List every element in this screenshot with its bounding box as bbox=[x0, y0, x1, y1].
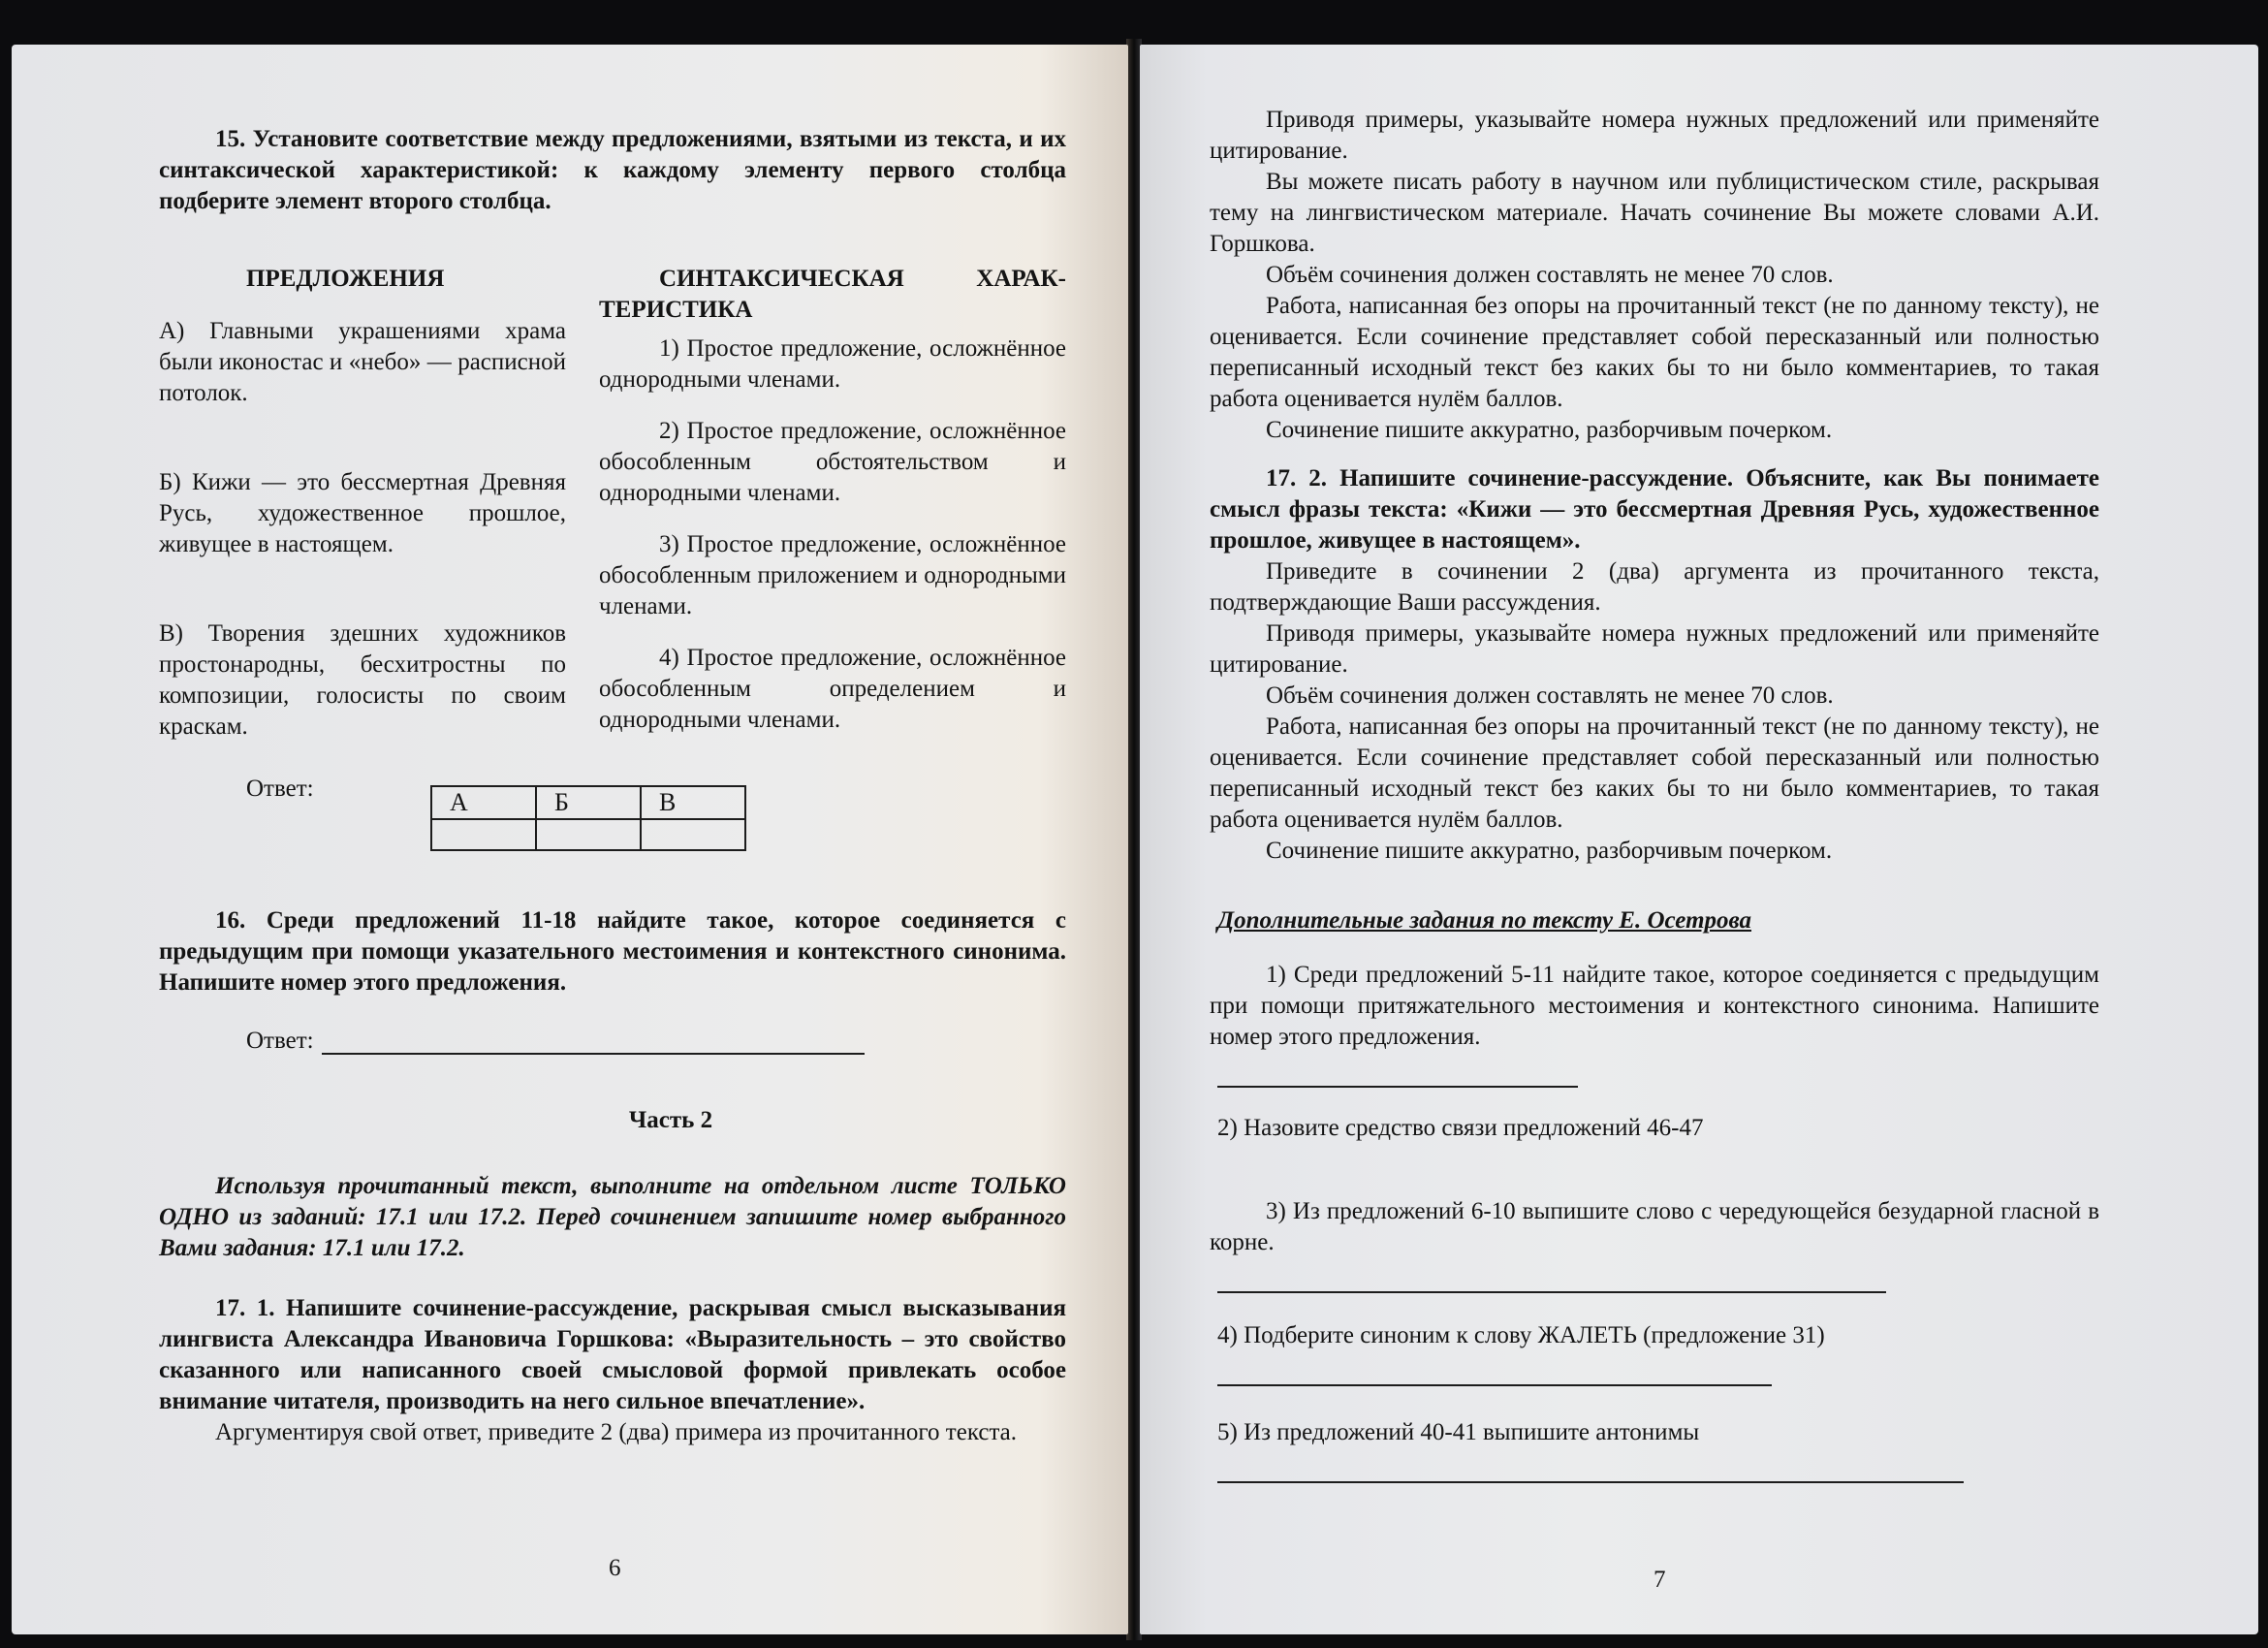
q17-2-para-4: Работа, написанная без опоры на прочитанный текст (не по данному тексту), не оценивается. Если сочинение представляет собой пересказанный или полностью переписанный исходный текст без каких бы то ни было комментариев, то такая работа оценивается нулём баллов. bbox=[1210, 713, 2099, 833]
answer-col-a: А bbox=[431, 786, 536, 819]
sentences-header: ПРЕДЛОЖЕНИЯ bbox=[246, 266, 445, 292]
rp-para-1: Приводя примеры, указывайте номера нужных предложений или применяйте цитирование. bbox=[1210, 107, 2099, 164]
q17-1-title: 17. 1. Напишите сочинение-рассуждение, раскрывая смысл высказывания лингвиста Александра Ивановича Горшкова: «Выразительность – это свойство сказанного или написанного своей смысловой формой привлекать особое внимание читателя, производить на него сильное впечатление». bbox=[159, 1295, 1066, 1414]
sentence-a: А) Главными украшениями храма были иконостас и «небо» — расписной потолок. bbox=[159, 318, 566, 406]
sentences-column bbox=[159, 264, 566, 743]
extra-task-1: 1) Среди предложений 5-11 найдите такое, которое соединяется с предыдущим при помощи притяжательного местоимения и контекстного синонима. Напишите номер этого предложения. bbox=[1210, 962, 2099, 1050]
answer-cell-a[interactable] bbox=[431, 819, 536, 850]
characteristic-3: 3) Простое предложение, осложнённое обособленным приложением и однородными членами. bbox=[599, 531, 1066, 619]
page-number-left: 6 bbox=[609, 1555, 621, 1581]
answer-cell-c[interactable] bbox=[641, 819, 745, 850]
q15-answer bbox=[159, 768, 1066, 851]
q17-2-title: 17. 2. Напишите сочинение-рассуждение. Объясните, как Вы понимаете смысл фразы текста: «Кижи — это бессмертная Древняя Русь, художественное прошлое, живущее в настоящем». bbox=[1210, 465, 2099, 554]
q16-title: 16. Среди предложений 11-18 найдите такое, которое соединяется с предыдущим при помощи указательного местоимения и контекстного синонима. Напишите номер этого предложения. bbox=[159, 907, 1066, 996]
extra-tasks-heading bbox=[1210, 905, 2099, 936]
q15-title: 15. Установите соответствие между предложениями, взятыми из текста, и их синтаксической характеристикой: к каждому элементу первого столбца подберите элемент второго столбца. bbox=[159, 126, 1066, 214]
characteristic-1: 1) Простое предложение, осложнённое однородными членами. bbox=[599, 335, 1066, 393]
extra-task-5: 5) Из предложений 40-41 выпишите антонимы bbox=[1217, 1419, 1700, 1445]
characteristic-2: 2) Простое предложение, осложнённое обособленным обстоятельством и однородными членами. bbox=[599, 418, 1066, 506]
q16-answer bbox=[159, 1026, 1066, 1057]
extra-task-1-answer-line[interactable] bbox=[1217, 1061, 1578, 1088]
page-number-right: 7 bbox=[1654, 1567, 1666, 1593]
sentence-c: В) Творения здешних художников простонародны, бесхитростны по композиции, голосисты по своим краскам. bbox=[159, 620, 566, 740]
answer-cell-b[interactable] bbox=[536, 819, 641, 850]
rp-para-2: Вы можете писать работу в научном или публицистическом стиле, раскрывая тему на лингвистическом материале. Начать сочинение Вы можете словами А.И. Горшкова. bbox=[1210, 169, 2099, 257]
syntax-column bbox=[599, 264, 1066, 743]
rp-para-5: Сочинение пишите аккуратно, разборчивым почерком. bbox=[1266, 417, 1833, 443]
part2-instruction: Используя прочитанный текст, выполните на отдельном листе ТОЛЬКО ОДНО из заданий: 17.1 или 17.2. Перед сочинением запишите номер выбранного Вами задания: 17.1 или 17.2. bbox=[159, 1173, 1066, 1261]
right-page bbox=[1140, 45, 2258, 1634]
extra-task-4: 4) Подберите синоним к слову ЖАЛЕТЬ (предложение 31) bbox=[1217, 1322, 1825, 1348]
extra-task-5-answer-line[interactable] bbox=[1217, 1456, 1964, 1483]
q17-1-body: Аргументируя свой ответ, приведите 2 (два) примера из прочитанного текста. bbox=[215, 1419, 1018, 1445]
q15-answer-label: Ответ: bbox=[246, 776, 314, 802]
sentence-b: Б) Кижи — это бессмертная Древняя Русь, художественное прошлое, живущее в настоящем. bbox=[159, 469, 566, 557]
rp-para-4: Работа, написанная без опоры на прочитанный текст (не по данному тексту), не оценивается. Если сочинение представляет собой пересказанный или полностью переписанный исходный текст без каких бы то ни было комментариев, то такая работа оценивается нулём баллов. bbox=[1210, 293, 2099, 412]
q15-answer-table bbox=[430, 785, 746, 851]
left-page bbox=[12, 45, 1128, 1634]
q17-2-para-3: Объём сочинения должен составлять не менее 70 слов. bbox=[1266, 682, 1834, 709]
part2-heading: Часть 2 bbox=[628, 1107, 713, 1133]
q17-2-para-2: Приводя примеры, указывайте номера нужных предложений или применяйте цитирование. bbox=[1210, 620, 2099, 678]
q15-matching-columns bbox=[159, 264, 1066, 743]
answer-col-b: Б bbox=[536, 786, 641, 819]
left-page-content bbox=[159, 124, 1066, 1448]
answer-col-c: В bbox=[641, 786, 745, 819]
rp-para-3: Объём сочинения должен составлять не менее 70 слов. bbox=[1266, 262, 1834, 288]
q16-answer-label: Ответ: bbox=[246, 1028, 314, 1054]
extra-tasks-heading-text: Дополнительные задания по тексту Е. Осетрова bbox=[1217, 907, 1752, 934]
extra-task-4-answer-line[interactable] bbox=[1217, 1359, 1772, 1386]
extra-task-3: 3) Из предложений 6-10 выпишите слово с чередующейся безударной гласной в корне. bbox=[1210, 1198, 2099, 1255]
q16-answer-line[interactable] bbox=[322, 1026, 865, 1055]
extra-task-3-answer-line[interactable] bbox=[1217, 1266, 1886, 1293]
right-page-content bbox=[1210, 105, 2099, 1483]
characteristic-4: 4) Простое предложение, осложнённое обособленным определением и однородными членами. bbox=[599, 645, 1066, 733]
syntax-header: СИНТАКСИЧЕСКАЯ ХАРАКТЕРИСТИКА bbox=[599, 266, 1066, 323]
extra-task-2: 2) Назовите средство связи предложений 46-47 bbox=[1217, 1115, 1704, 1141]
q17-2-para-1: Приведите в сочинении 2 (два) аргумента из прочитанного текста, подтверждающие Ваши рассуждения. bbox=[1210, 558, 2099, 616]
q17-2-para-5: Сочинение пишите аккуратно, разборчивым почерком. bbox=[1266, 838, 1833, 864]
